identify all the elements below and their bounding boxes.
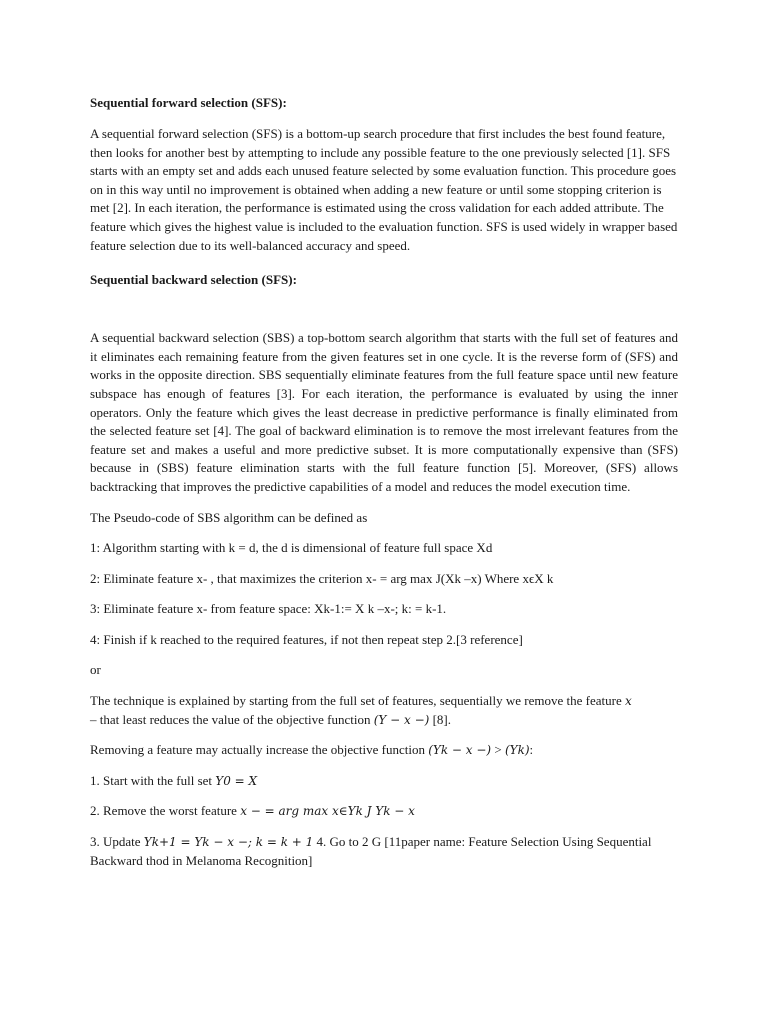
- removing-text-a: Removing a feature may actually increase the objective function: [90, 742, 429, 758]
- math-x: x: [624, 694, 632, 709]
- pseudo-step-2: 2: Eliminate feature x- , that maximizes the criterion x- = arg max J(Xk –x) Where xϵX k: [90, 570, 554, 586]
- removing-text-c: :: [529, 742, 534, 758]
- document-page: [90, 94, 678, 870]
- list-item-3-text-a: 3. Update: [90, 834, 144, 850]
- list-item-2-text: 2. Remove the worst feature: [90, 803, 241, 819]
- technique-text-c: [8].: [429, 711, 452, 727]
- math-argmax: x − = arg max x∈Yk J Yk − x: [240, 804, 415, 819]
- technique-text-b: – that least reduces the value of the objective function: [90, 711, 374, 727]
- math-yk-minus-x: (Yk − x −): [428, 743, 492, 758]
- list-item-1: [90, 772, 678, 791]
- technique-text-a: The technique is explained by starting from the full set of features, sequentially we remove the feature: [90, 693, 625, 709]
- removing-text-b: >: [491, 742, 505, 758]
- list-item-3-text-b: 4. Go to 2 G [11paper name: Feature Selection Using Sequential Backward thod in Melanoma Recognition]: [90, 834, 652, 868]
- list-item-3: [90, 833, 678, 870]
- pseudo-step-4: 4: Finish if k reached to the required features, if not then repeat step 2.[3 reference]: [90, 631, 523, 647]
- removing-paragraph: [90, 741, 678, 760]
- math-update: Yk+1 = Yk − x −; k = k + 1: [143, 835, 314, 850]
- pseudo-step-1: 1: Algorithm starting with k = d, the d is dimensional of feature full space Xd: [90, 540, 493, 556]
- sbs-paragraph: A sequential backward selection (SBS) a top-bottom search algorithm that starts with the full set of features and it eliminates each remaining feature from the given features set in one cycle. It is the reverse form of (SFS) and works in the opposite direction. SBS sequentially eliminate features from the full feature space until new feature subspace has enough of features [3]. For each iteration, the performance is evaluated by using the inner operators. Only the feature which gives the least decrease in predictive performance is finally eliminated from the selected feature set [4]. The goal of backward elimination is to remove the most irrelevant features from the feature set and makes a useful and more predictive subset. It is more computationally expensive than (SFS) because in (SBS) feature elimination starts with the full feature function [5]. Moreover, (SFS) allows backtracking that improves the predictive capabilities of a model and reduces the model execution time.: [90, 330, 678, 494]
- or-separator: or: [90, 662, 101, 678]
- technique-paragraph: [90, 692, 678, 729]
- math-objective: (Y − x −): [373, 712, 430, 727]
- math-yk: (Yk): [504, 743, 530, 758]
- math-y0: Y0 = X: [215, 773, 258, 788]
- sbs-heading: Sequential backward selection (SFS):: [90, 272, 297, 288]
- sfs-paragraph: A sequential forward selection (SFS) is a bottom-up search procedure that first includes the best found feature, then looks for another best by attempting to include any possible feature to the one previously selected [1]. SFS starts with an empty set and adds each unused feature selected by some evaluation function. This procedure goes on in this way until no improvement is obtained when adding a new feature or until some stopping criterion is met [2]. In each iteration, the performance is estimated using the cross validation for each added attribute. The feature which gives the highest value is included to the evaluation function. SFS is used widely in wrapper based feature selection due to its well-balanced accuracy and speed.: [90, 126, 678, 253]
- sfs-heading: Sequential forward selection (SFS):: [90, 95, 287, 110]
- list-item-2: [90, 802, 678, 821]
- pseudo-code-intro: The Pseudo-code of SBS algorithm can be defined as: [90, 509, 368, 525]
- list-item-1-text: 1. Start with the full set: [90, 772, 216, 788]
- pseudo-step-3: 3: Eliminate feature x- from feature space: Xk-1:= X k –x-; k: = k-1.: [90, 601, 447, 617]
